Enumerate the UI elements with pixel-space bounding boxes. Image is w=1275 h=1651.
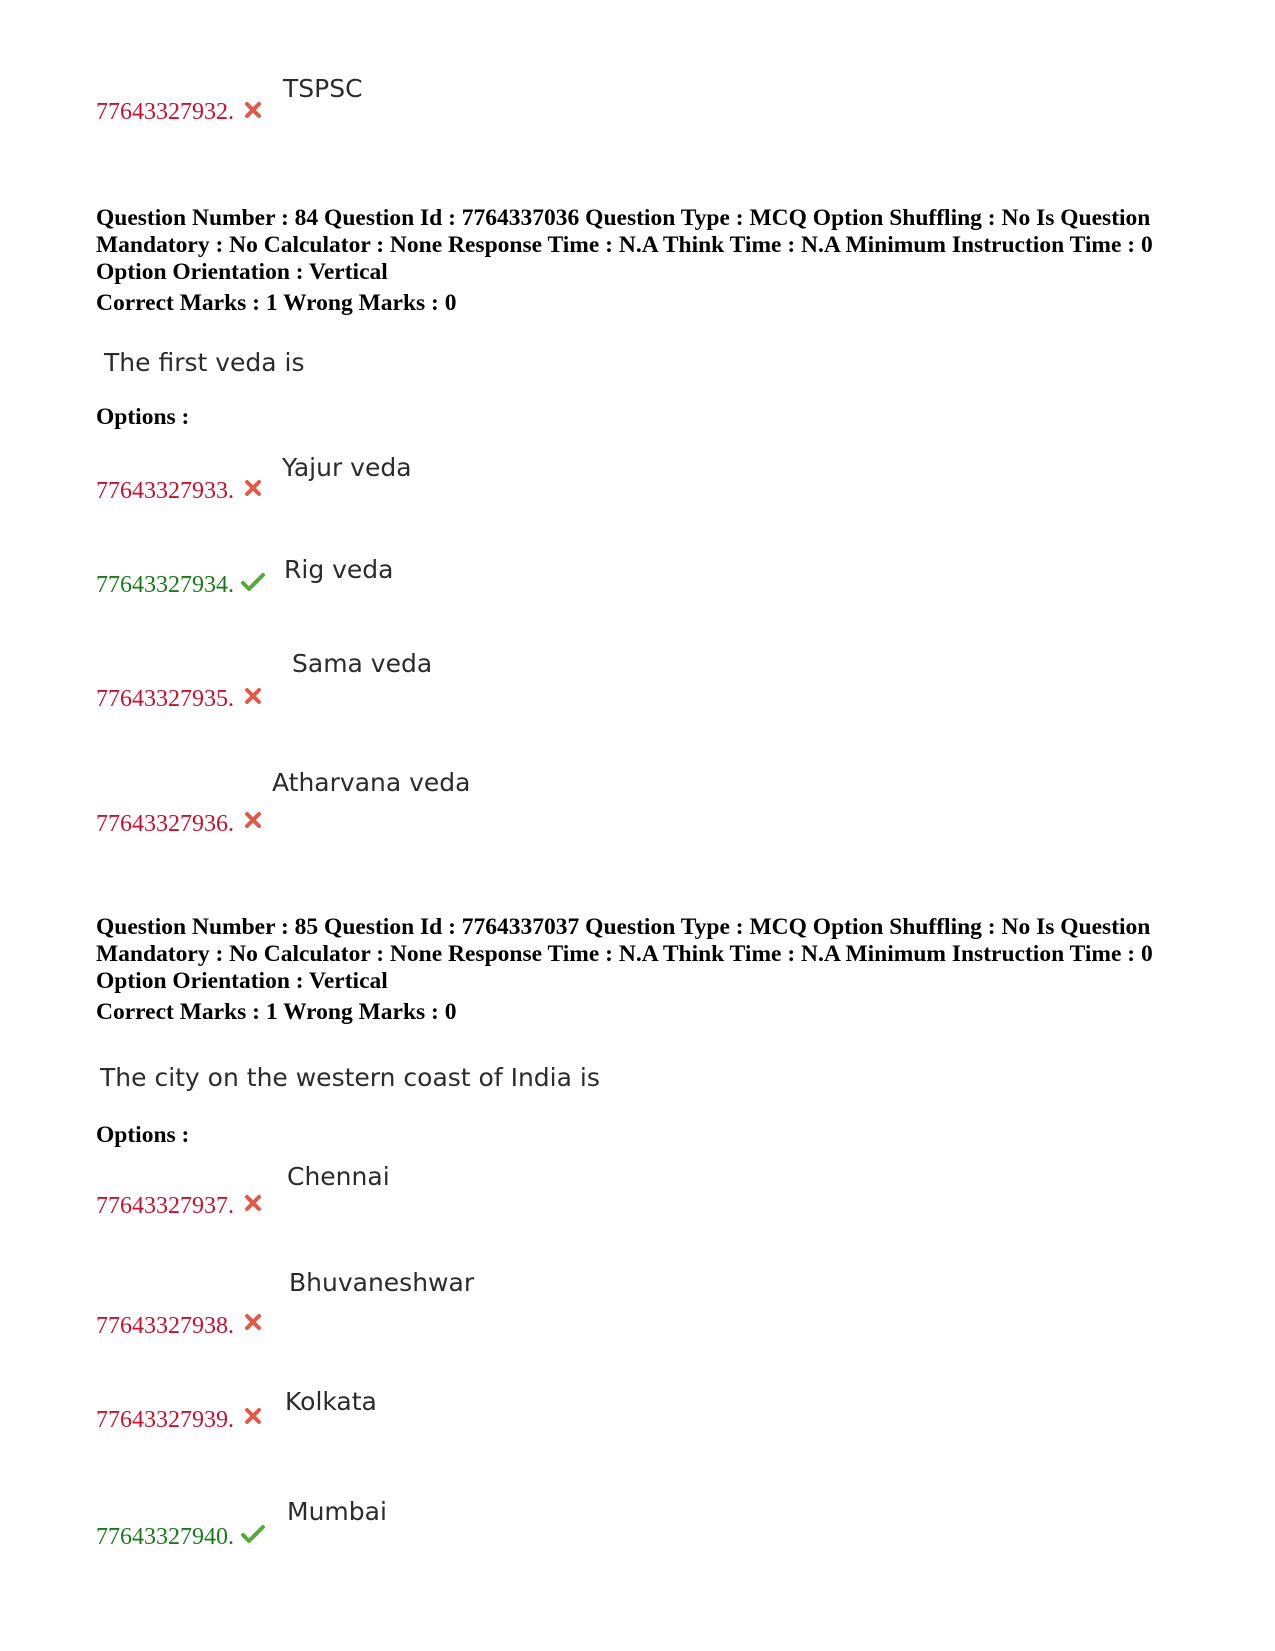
cross-icon	[242, 100, 264, 120]
question-text: The first veda is	[104, 348, 305, 377]
check-icon	[240, 572, 266, 592]
option-id: 77643327938.	[96, 1313, 234, 1339]
cross-icon	[242, 1312, 264, 1332]
marks-info: Correct Marks : 1 Wrong Marks : 0	[96, 290, 457, 316]
check-icon	[240, 1524, 266, 1544]
option-text: Chennai	[287, 1162, 390, 1191]
option-id: 77643327934.	[96, 572, 234, 598]
option-id: 77643327935.	[96, 686, 234, 712]
option-text: Rig veda	[284, 555, 394, 584]
option-text: Mumbai	[287, 1497, 387, 1526]
option-id: 77643327939.	[96, 1407, 234, 1433]
options-label: Options :	[96, 404, 190, 430]
cross-icon	[242, 1406, 264, 1426]
cross-icon	[242, 810, 264, 830]
option-text: Kolkata	[285, 1387, 377, 1416]
cross-icon	[242, 1193, 264, 1213]
option-text: Bhuvaneshwar	[289, 1268, 475, 1297]
question-text: The city on the western coast of India is	[100, 1063, 600, 1092]
option-text: Atharvana veda	[272, 768, 471, 797]
cross-icon	[242, 478, 264, 498]
option-id: 77643327933.	[96, 478, 234, 504]
option-id: 77643327940.	[96, 1524, 234, 1550]
option-id: 77643327936.	[96, 811, 234, 837]
options-label: Options :	[96, 1122, 190, 1148]
option-id: 77643327937.	[96, 1193, 234, 1219]
question-meta: Question Number : 84 Question Id : 7764337036 Question Type : MCQ Option Shuffling : No Is Question Mandatory : No Calculator : None Response Time : N.A Think Time : N.A Minimum Instruction Time : 0 Option Orientation : Vertical	[96, 205, 1153, 285]
option-text: Sama veda	[292, 649, 433, 678]
option-id: 77643327932.	[96, 99, 234, 125]
question-meta: Question Number : 85 Question Id : 7764337037 Question Type : MCQ Option Shuffling : No Is Question Mandatory : No Calculator : None Response Time : N.A Think Time : N.A Minimum Instruction Time : 0 Option Orientation : Vertical	[96, 914, 1153, 994]
marks-info: Correct Marks : 1 Wrong Marks : 0	[96, 999, 457, 1025]
option-text: Yajur veda	[282, 453, 412, 482]
option-text: TSPSC	[283, 74, 363, 103]
cross-icon	[242, 686, 264, 706]
